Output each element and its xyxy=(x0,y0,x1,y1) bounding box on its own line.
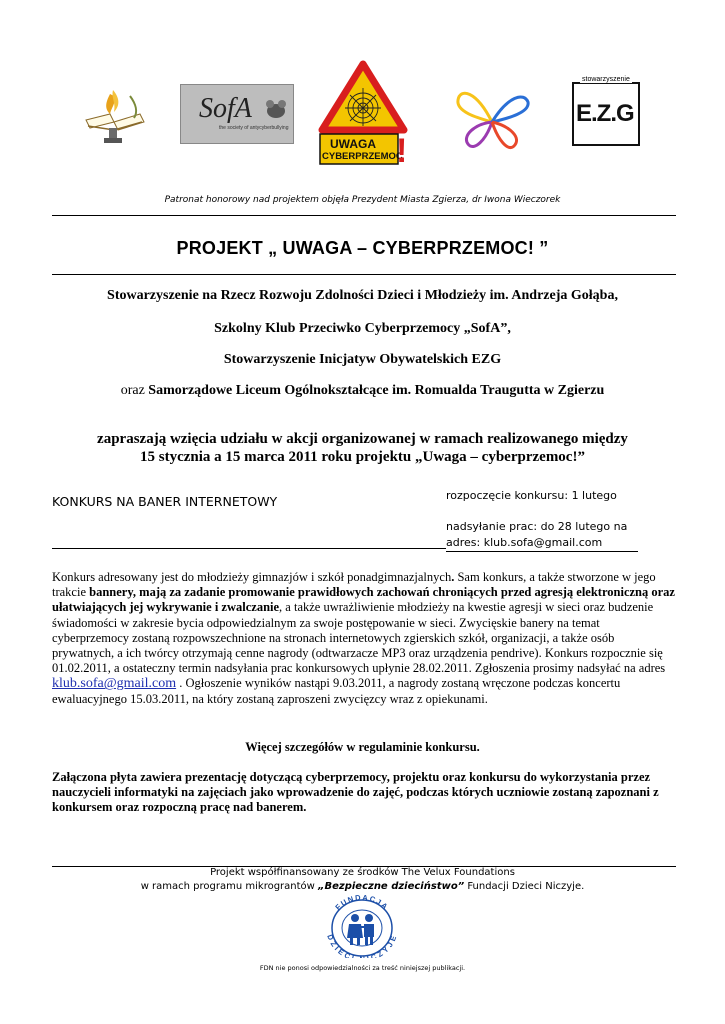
description-part-3: , a także uwrażliwienie młodzieży na kwestie agresji w sieci oraz budzenie świadomości w zakresie bycia odpowiedzialnym za swoje postępowanie w sieci. Zwycięskie banery na temat cyberprzemocy zostaną rozpowszechnione na stronach internetowych zgierskich szkół, organizacji, a także osób prywatnych, a ich twórcy otrzymają cenne nagrody (odtwarzacze MP3 oraz urządzenia pendrive). Konkurs rozpocznie się 01.02.2011, a ostateczny termin nadsyłania prac konkursowych upłynie 28.02.2011. Zgłoszenia prosimy nadsyłać na adres xyxy=(52,600,666,676)
organization-4-prefix: oraz xyxy=(120,383,149,398)
contest-description xyxy=(52,570,676,707)
organization-1: Stowarzyszenie na Rzecz Rozwoju Zdolności Dzieci i Młodzieży im. Andrzeja Gołąba, xyxy=(107,288,618,303)
regulations-note: Więcej szczegółów w regulaminie konkursu. xyxy=(245,740,480,754)
contest-address: adres: klub.sofa@gmail.com xyxy=(446,536,603,549)
divider-top xyxy=(52,215,676,216)
footer-program-name: „Bezpieczne dzieciństwo” xyxy=(318,881,465,892)
organization-4-name: Samorządowe Liceum Ogólnokształcące im. Romualda Traugutta w Zgierzu xyxy=(148,383,605,398)
description-bold: bannery, mają za zadanie promowanie prawidłowych zachowań chroniących przed agresją elektroniczną oraz ułatwiających jej wykrywanie i zwalczanie xyxy=(52,585,675,615)
mouse-icon xyxy=(263,97,289,123)
book-torch-logo xyxy=(80,86,150,146)
uwaga-logo-top-text: UWAGA xyxy=(330,137,376,151)
fundacja-dzieci-niczyje-logo xyxy=(318,894,406,958)
fundacja-ring-text-bottom: DZIEC CZYJE xyxy=(325,933,399,958)
children-icon xyxy=(318,894,406,958)
ezg-logo xyxy=(570,76,642,148)
description-part-1: Konkurs adresowany jest do młodzieży gimnazjów i szkół ponadgimnazjalnych xyxy=(52,570,452,584)
invitation-line-2: 15 stycznia a 15 marca 2011 roku projektu „Uwaga – cyberprzemoc!” xyxy=(140,449,585,465)
footer-program-prefix: w ramach programu mikrograntów xyxy=(140,881,319,892)
divider-contest-right xyxy=(446,551,638,552)
honorary-patronage: Patronat honorowy nad projektem objęła Prezydent Miasta Zgierza, dr Iwona Wieczorek xyxy=(164,195,561,205)
divider-title xyxy=(52,274,676,275)
contest-deadline: nadsyłanie prac: do 28 lutego na xyxy=(446,520,628,533)
invitation-line-1: zapraszają wzięcia udziału w akcji organizowanej w ramach realizowanego między xyxy=(97,431,628,447)
footer-funding: Projekt współfinansowany ze środków The Velux Foundations xyxy=(210,867,515,878)
footer-disclaimer: FDN nie ponosi odpowiedzialności za treść niniejszej publikacji. xyxy=(259,964,466,972)
footer-program xyxy=(0,881,725,892)
footer-program-suffix: Fundacji Dzieci Niczyje. xyxy=(464,881,585,892)
uwaga-cyberprzemoc-logo xyxy=(316,60,410,172)
description-part-2: Sam konkurs, a także stworzone w jego trakcie xyxy=(52,570,656,600)
sofa-logo-subtitle: the society of antycyberbullying xyxy=(219,125,289,131)
butterfly-icon xyxy=(452,82,532,154)
organization-3: Stowarzyszenie Inicjatyw Obywatelskich EZG xyxy=(223,352,502,367)
sofa-logo xyxy=(180,84,294,144)
uwaga-logo-bottom-text: CYBERPRZEMOC xyxy=(322,151,403,162)
book-torch-icon xyxy=(80,86,150,146)
organization-4 xyxy=(0,383,725,399)
page-title: PROJEKT „ UWAGA – CYBERPRZEMOC! ” xyxy=(176,238,549,258)
butterfly-logo xyxy=(452,82,532,154)
description-dot: . xyxy=(451,570,455,584)
organization-2: Szkolny Klub Przeciwko Cyberprzemocy „SofA”, xyxy=(214,321,511,336)
ezg-logo-text: E.Z.G xyxy=(576,100,634,127)
attachment-note: Załączona płyta zawiera prezentację dotyczącą cyberprzemocy, projektu oraz konkursu do wykorzystania przez nauczycieli informatyki na zajęciach jako wprowadzenie do zajęć, podczas których uczniowie zostaną zapoznani z konkursem oraz rozpoczną pracę nad banerem. xyxy=(52,770,659,815)
contest-start: rozpoczęcie konkursu: 1 lutego xyxy=(446,489,617,502)
divider-contest-left xyxy=(52,548,446,549)
email-link[interactable]: klub.sofa@gmail.com xyxy=(52,676,177,692)
description-part-4: . Ogłoszenie wyników nastąpi 9.03.2011, a nagrody zostaną wręczone podczas koncertu ewaluacyjnego 15.03.2011, na który zostaną zaproszeni zwycięzcy wraz z opiekunami. xyxy=(52,676,621,706)
ezg-logo-caption: stowarzyszenie xyxy=(582,76,630,83)
contest-heading: KONKURS NA BANER INTERNETOWY xyxy=(52,494,278,509)
uwaga-logo-exclamation: ! xyxy=(396,132,408,170)
sofa-logo-text: SofA xyxy=(199,93,252,124)
fundacja-ring-text: FUNDACJA xyxy=(333,894,391,912)
